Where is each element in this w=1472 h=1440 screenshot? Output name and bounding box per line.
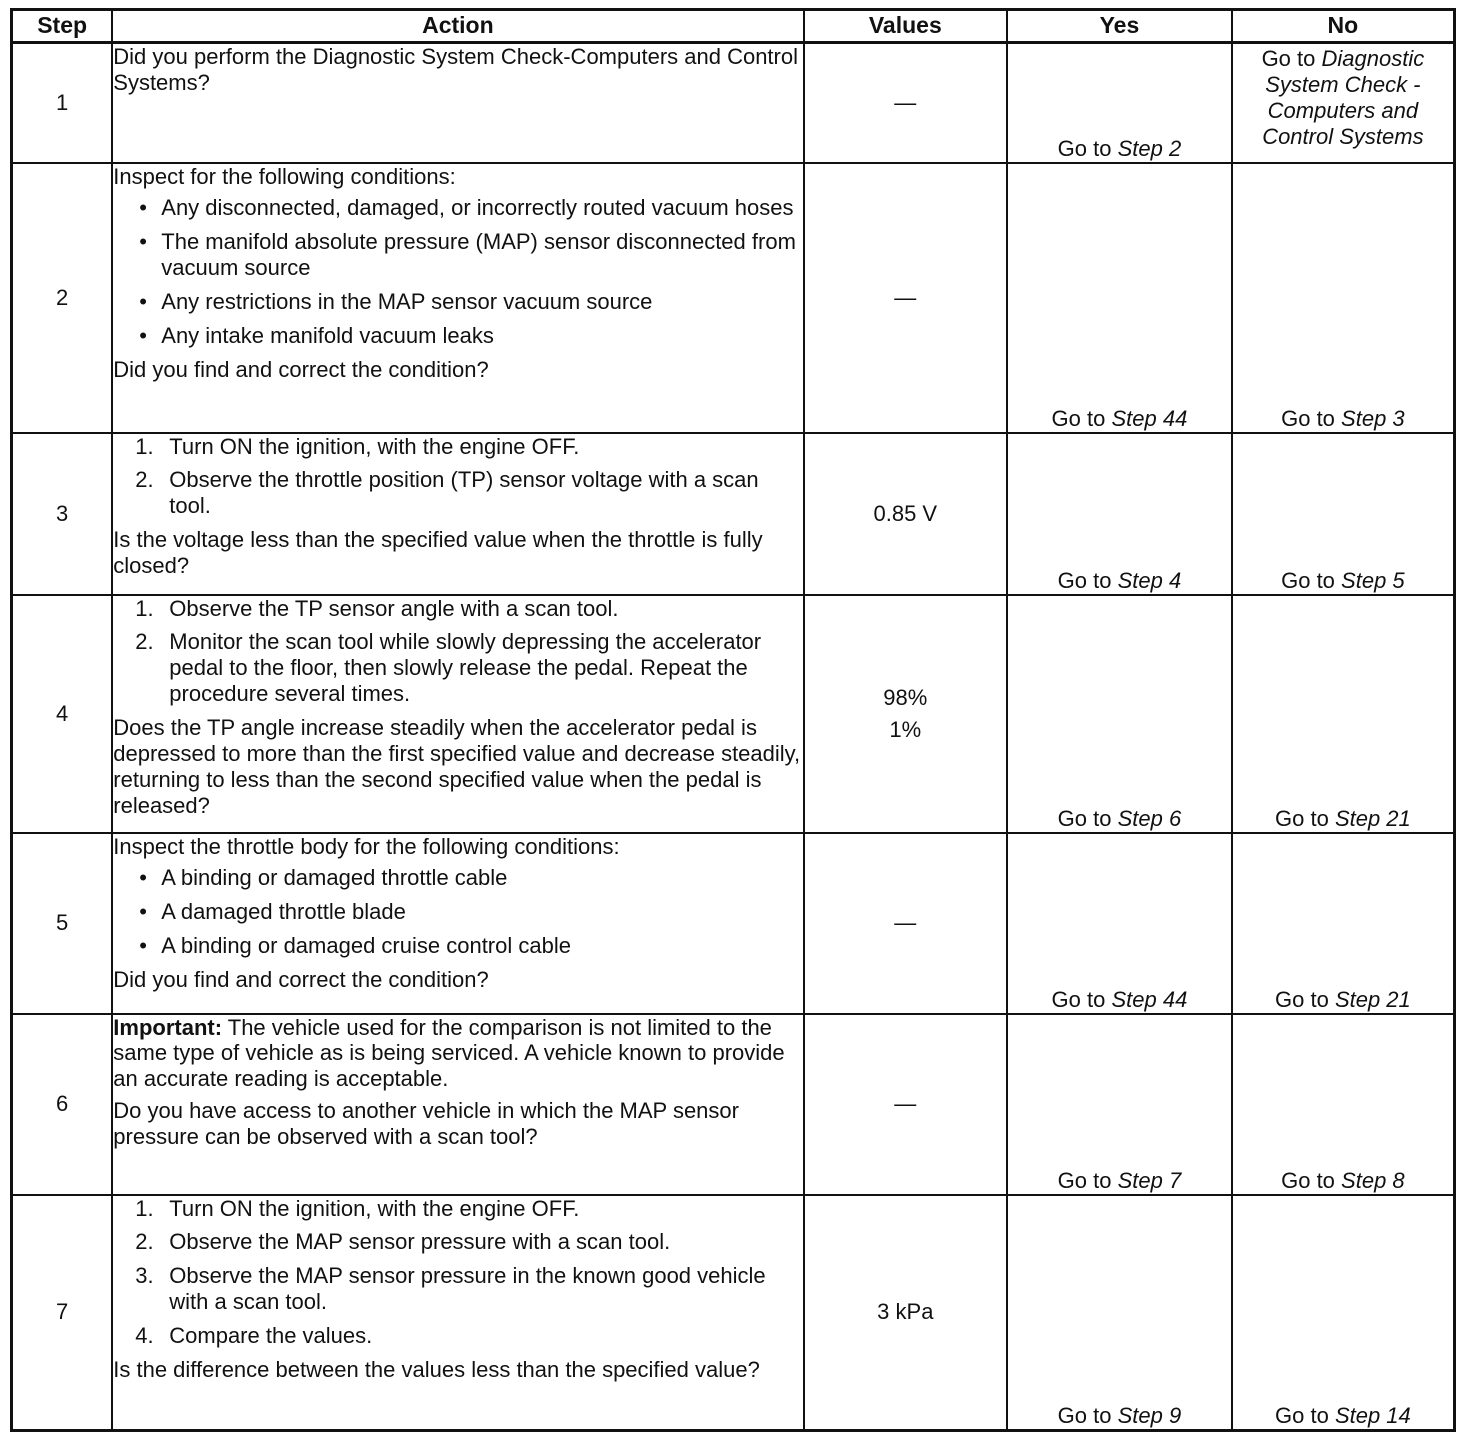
diagnostic-table — [10, 8, 1456, 1432]
list-item — [133, 1229, 802, 1255]
list-item — [133, 1263, 802, 1315]
action-cell — [112, 163, 803, 433]
bullet-icon: • — [139, 229, 147, 255]
table-row-step-6 — [12, 1014, 1455, 1195]
step-number: 7 — [12, 1195, 113, 1431]
list-item — [133, 596, 802, 622]
action-question: Did you find and correct the condition? — [113, 357, 489, 383]
header-no: No — [1232, 10, 1455, 43]
bullet-icon: • — [139, 289, 147, 315]
goto-prefix: Go to — [1275, 1403, 1329, 1429]
action-cell — [112, 433, 803, 595]
goto-prefix: Go to — [1275, 805, 1329, 831]
goto-prefix: Go to — [1281, 405, 1335, 431]
action-question: Is the difference between the values less than the specified value? — [113, 1357, 760, 1383]
list-item-text: A damaged throttle blade — [161, 899, 406, 925]
values-cell — [804, 595, 1008, 833]
list-item — [137, 865, 802, 891]
procedure-list — [113, 1196, 802, 1350]
no-cell — [1232, 1014, 1455, 1195]
action-question: Did you find and correct the condition? — [113, 967, 489, 993]
list-item-text: Turn ON the ignition, with the engine OFF. — [169, 1195, 580, 1221]
no-cell — [1232, 433, 1455, 595]
header-step: Step — [12, 10, 113, 43]
bullet-icon: • — [139, 933, 147, 959]
values-cell: — — [804, 43, 1008, 163]
condition-list — [113, 865, 802, 959]
table-row-step-4 — [12, 595, 1455, 833]
header-row — [12, 10, 1455, 43]
step-number: 3 — [12, 433, 113, 595]
goto-target: Step 6 — [1117, 805, 1182, 831]
step-number: 1 — [12, 43, 113, 163]
table-row-step-7 — [12, 1195, 1455, 1431]
table-row-step-5 — [12, 833, 1455, 1014]
goto-prefix: Go to — [1281, 567, 1335, 593]
list-number: 2. — [135, 1229, 154, 1255]
list-number: 1. — [135, 1195, 154, 1221]
list-item — [137, 933, 802, 959]
step-number: 6 — [12, 1014, 113, 1195]
list-item — [133, 467, 802, 519]
goto-prefix: Go to — [1051, 405, 1106, 431]
table-row-step-3 — [12, 433, 1455, 595]
goto-target: Step 14 — [1334, 1403, 1411, 1429]
list-item-text: Observe the throttle position (TP) sensor voltage with a scan tool. — [169, 467, 759, 519]
diagnostic-table-page — [10, 8, 1456, 1430]
values-cell: — — [804, 163, 1008, 433]
goto-prefix: Go to — [1261, 46, 1316, 71]
table-row-step-2 — [12, 163, 1455, 433]
action-cell — [112, 595, 803, 833]
table-row-step-1 — [12, 43, 1455, 163]
list-item-text: The manifold absolute pressure (MAP) sensor disconnected from vacuum source — [161, 229, 796, 281]
goto-target: Step 9 — [1117, 1403, 1182, 1429]
step-number: 4 — [12, 595, 113, 833]
no-cell — [1232, 43, 1455, 163]
list-item — [133, 434, 802, 460]
values-cell: 3 kPa — [804, 1195, 1008, 1431]
list-item — [133, 629, 802, 707]
goto-target: Step 3 — [1341, 405, 1405, 431]
yes-cell — [1007, 595, 1232, 833]
goto-target: Diagnostic System Check - Computers and Control Systems — [1262, 46, 1425, 149]
list-item-text: A binding or damaged cruise control cable — [161, 933, 571, 959]
value-first: 98% — [883, 684, 928, 710]
header-values: Values — [804, 10, 1008, 43]
step-number: 5 — [12, 833, 113, 1014]
bullet-icon: • — [139, 323, 147, 349]
bullet-icon: • — [139, 865, 147, 891]
goto-target: Step 44 — [1111, 405, 1188, 431]
goto-target: Step 7 — [1117, 1167, 1182, 1193]
list-item-text: Any intake manifold vacuum leaks — [161, 323, 494, 349]
bullet-icon: • — [139, 899, 147, 925]
goto-target: Step 44 — [1111, 986, 1188, 1012]
list-number: 1. — [135, 433, 154, 459]
important-text: The vehicle used for the comparison is not limited to the same type of vehicle as is being serviced. A vehicle known to provide an accurate reading is acceptable. — [113, 1014, 785, 1092]
goto-prefix: Go to — [1057, 1167, 1112, 1193]
condition-list — [113, 195, 802, 349]
no-cell — [1232, 163, 1455, 433]
value-second: 1% — [889, 716, 922, 742]
list-number: 1. — [135, 595, 154, 621]
action-question: Did you perform the Diagnostic System Check-Computers and Control Systems? — [113, 44, 798, 95]
bullet-icon: • — [139, 195, 147, 221]
list-item-text: Compare the values. — [169, 1323, 373, 1349]
goto-prefix: Go to — [1057, 567, 1112, 593]
action-cell — [112, 1195, 803, 1431]
list-item — [137, 323, 802, 349]
list-item-text: Any disconnected, damaged, or incorrectly routed vacuum hoses — [161, 195, 794, 221]
action-question: Do you have access to another vehicle in which the MAP sensor pressure can be observed with a scan tool? — [113, 1098, 739, 1150]
goto-target: Step 5 — [1341, 567, 1405, 593]
header-yes: Yes — [1007, 10, 1232, 43]
yes-cell — [1007, 833, 1232, 1014]
list-item — [133, 1323, 802, 1349]
list-item-text: Turn ON the ignition, with the engine OFF. — [169, 433, 580, 459]
no-cell — [1232, 1195, 1455, 1431]
action-question: Is the voltage less than the specified value when the throttle is fully closed? — [113, 527, 763, 579]
goto-prefix: Go to — [1275, 986, 1329, 1012]
no-cell — [1232, 595, 1455, 833]
important-note — [113, 1015, 802, 1093]
yes-cell — [1007, 43, 1232, 163]
no-cell — [1232, 833, 1455, 1014]
values-cell: — — [804, 833, 1008, 1014]
list-number: 3. — [135, 1263, 154, 1289]
procedure-list — [113, 434, 802, 520]
list-item-text: Observe the TP sensor angle with a scan tool. — [169, 595, 619, 621]
goto-target: Step 4 — [1117, 567, 1182, 593]
list-item — [133, 1196, 802, 1222]
values-cell: — — [804, 1014, 1008, 1195]
list-number: 4. — [135, 1323, 154, 1349]
list-item-text: Observe the MAP sensor pressure with a scan tool. — [169, 1229, 671, 1255]
list-item-text: Monitor the scan tool while slowly depressing the accelerator pedal to the floor, then slowly release the pedal. Repeat the procedure several times. — [169, 629, 762, 707]
values-cell: 0.85 V — [804, 433, 1008, 595]
action-cell — [112, 43, 803, 163]
yes-cell — [1007, 433, 1232, 595]
goto-target: Step 21 — [1334, 805, 1411, 831]
goto-target: Step 8 — [1341, 1167, 1405, 1193]
procedure-list — [113, 596, 802, 708]
goto-prefix: Go to — [1281, 1167, 1335, 1193]
action-intro: Inspect for the following conditions: — [113, 163, 456, 189]
goto-target: Step 2 — [1117, 135, 1182, 161]
list-item — [137, 229, 802, 281]
header-action: Action — [112, 10, 803, 43]
list-item-text: A binding or damaged throttle cable — [161, 865, 508, 891]
step-number: 2 — [12, 163, 113, 433]
yes-cell — [1007, 163, 1232, 433]
goto-prefix: Go to — [1057, 1403, 1112, 1429]
goto-prefix: Go to — [1051, 986, 1106, 1012]
goto-target: Step 21 — [1334, 986, 1411, 1012]
action-cell — [112, 833, 803, 1014]
yes-cell — [1007, 1014, 1232, 1195]
action-question: Does the TP angle increase steadily when the accelerator pedal is depressed to more than the first specified value and decrease steadily, returning to less than the second specified value when the pedal is released? — [113, 715, 801, 819]
list-item-text: Observe the MAP sensor pressure in the known good vehicle with a scan tool. — [169, 1263, 766, 1315]
list-number: 2. — [135, 467, 154, 493]
yes-cell — [1007, 1195, 1232, 1431]
action-intro: Inspect the throttle body for the following conditions: — [113, 833, 620, 859]
important-label: Important: — [113, 1014, 223, 1040]
list-number: 2. — [135, 629, 154, 655]
goto-prefix: Go to — [1057, 135, 1112, 161]
list-item — [137, 289, 802, 315]
action-cell — [112, 1014, 803, 1195]
list-item-text: Any restrictions in the MAP sensor vacuum source — [161, 289, 653, 315]
list-item — [137, 899, 802, 925]
goto-prefix: Go to — [1057, 805, 1112, 831]
list-item — [137, 195, 802, 221]
